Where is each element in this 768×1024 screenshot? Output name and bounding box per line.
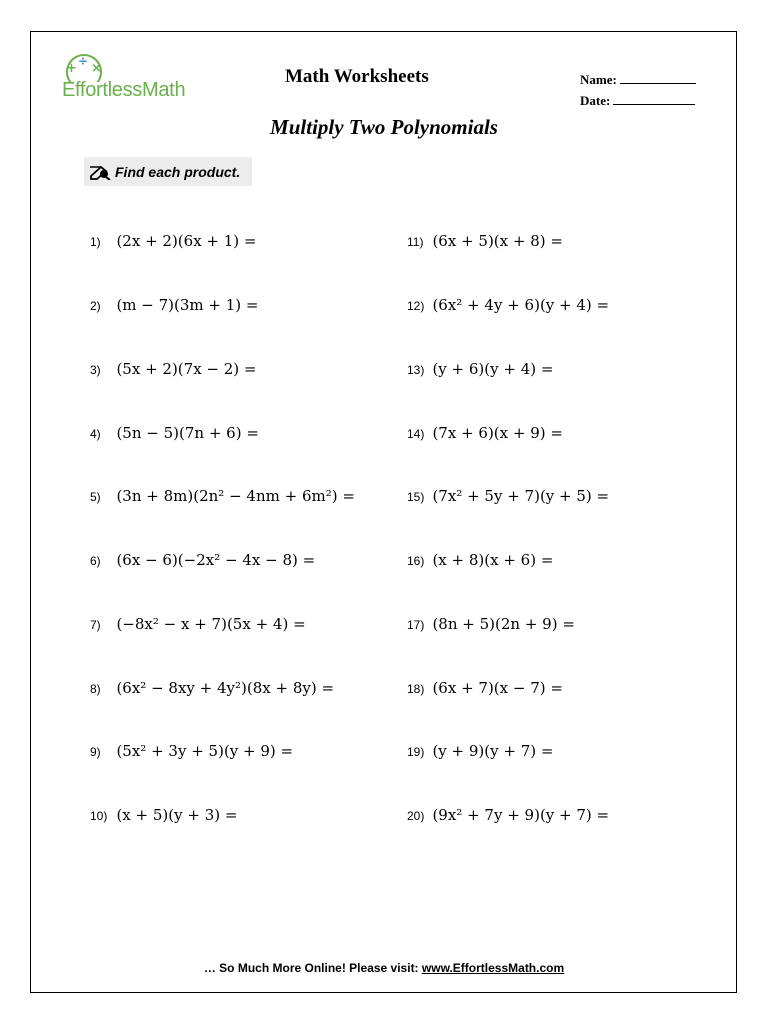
problem-expression: (6x + 7)(x − 7) = bbox=[432, 679, 563, 697]
problem-14 bbox=[407, 424, 563, 443]
problem-5 bbox=[90, 487, 355, 506]
problem-number: 14) bbox=[407, 427, 425, 441]
problem-20 bbox=[407, 806, 609, 825]
problem-7 bbox=[90, 615, 306, 634]
problem-17 bbox=[407, 615, 575, 634]
problem-expression: (7x² + 5y + 7)(y + 5) = bbox=[432, 487, 610, 505]
problem-expression: (7x + 6)(x + 9) = bbox=[432, 424, 563, 442]
problem-expression: (y + 9)(y + 7) = bbox=[432, 742, 554, 760]
problem-expression: (9x² + 7y + 9)(y + 7) = bbox=[432, 806, 610, 824]
math-symbols-icon bbox=[62, 52, 112, 82]
problem-expression: (x + 8)(x + 6) = bbox=[432, 551, 554, 569]
problem-12 bbox=[407, 296, 609, 315]
problem-expression: (3n + 8m)(2n² − 4nm + 6m²) = bbox=[116, 487, 355, 505]
problem-number: 9) bbox=[90, 745, 101, 759]
problem-expression: (m − 7)(3m + 1) = bbox=[116, 296, 259, 314]
problem-expression: (6x + 5)(x + 8) = bbox=[432, 232, 563, 250]
svg-text:+: + bbox=[66, 61, 77, 76]
problem-expression: (5x² + 3y + 5)(y + 9) = bbox=[116, 742, 294, 760]
logo-text: EffortlessMath bbox=[62, 79, 186, 101]
name-blank[interactable] bbox=[620, 72, 696, 84]
problem-11 bbox=[407, 232, 563, 251]
problem-number: 17) bbox=[407, 618, 425, 632]
footer-text: … So Much More Online! Please visit: bbox=[203, 961, 419, 975]
problem-4 bbox=[90, 424, 259, 443]
problem-number: 13) bbox=[407, 363, 425, 377]
problem-number: 2) bbox=[90, 299, 101, 313]
pencil-icon bbox=[89, 164, 111, 180]
problem-number: 10) bbox=[90, 809, 108, 823]
problem-8 bbox=[90, 679, 334, 698]
problem-expression: (6x² + 4y + 6)(y + 4) = bbox=[432, 296, 610, 314]
svg-text:×: × bbox=[91, 61, 102, 76]
problem-number: 11) bbox=[407, 235, 424, 249]
effortlessmath-logo bbox=[62, 52, 222, 102]
name-field[interactable] bbox=[580, 72, 696, 88]
problem-number: 18) bbox=[407, 682, 425, 696]
problem-number: 7) bbox=[90, 618, 101, 632]
problem-15 bbox=[407, 487, 609, 506]
problem-number: 6) bbox=[90, 554, 101, 568]
problem-3 bbox=[90, 360, 257, 379]
problem-expression: (−8x² − x + 7)(5x + 4) = bbox=[116, 615, 306, 633]
problem-18 bbox=[407, 679, 563, 698]
problem-number: 19) bbox=[407, 745, 425, 759]
problem-expression: (8n + 5)(2n + 9) = bbox=[432, 615, 575, 633]
problem-9 bbox=[90, 742, 293, 761]
problem-expression: (x + 5)(y + 3) = bbox=[116, 806, 238, 824]
problem-16 bbox=[407, 551, 553, 570]
svg-text:÷: ÷ bbox=[78, 54, 89, 68]
problem-expression: (6x² − 8xy + 4y²)(8x + 8y) = bbox=[116, 679, 335, 697]
problem-number: 5) bbox=[90, 490, 101, 504]
date-label: Date: bbox=[580, 93, 611, 108]
problem-number: 20) bbox=[407, 809, 425, 823]
problem-6 bbox=[90, 551, 315, 570]
date-blank[interactable] bbox=[613, 93, 695, 105]
problem-number: 4) bbox=[90, 427, 101, 441]
problem-13 bbox=[407, 360, 553, 379]
footer-link[interactable]: www.EffortlessMath.com bbox=[421, 961, 565, 975]
problem-expression: (5n − 5)(7n + 6) = bbox=[116, 424, 259, 442]
date-field[interactable] bbox=[580, 93, 695, 109]
problem-number: 15) bbox=[407, 490, 425, 504]
problem-expression: (y + 6)(y + 4) = bbox=[432, 360, 554, 378]
worksheet-title: Multiply Two Polynomials bbox=[270, 115, 498, 139]
footer bbox=[0, 961, 768, 975]
instruction-box bbox=[84, 157, 252, 186]
problem-2 bbox=[90, 296, 258, 315]
problem-number: 3) bbox=[90, 363, 101, 377]
problem-number: 1) bbox=[90, 235, 101, 249]
problem-expression: (5x + 2)(7x − 2) = bbox=[116, 360, 257, 378]
problem-number: 8) bbox=[90, 682, 101, 696]
problem-expression: (6x − 6)(−2x² − 4x − 8) = bbox=[116, 551, 316, 569]
problem-number: 16) bbox=[407, 554, 425, 568]
name-label: Name: bbox=[580, 72, 617, 87]
header-title: Math Worksheets bbox=[285, 66, 429, 87]
problem-19 bbox=[407, 742, 553, 761]
instruction-text: Find each product. bbox=[115, 163, 241, 180]
problem-number: 12) bbox=[407, 299, 425, 313]
problem-10 bbox=[90, 806, 237, 825]
problem-1 bbox=[90, 232, 257, 251]
problem-expression: (2x + 2)(6x + 1) = bbox=[116, 232, 257, 250]
